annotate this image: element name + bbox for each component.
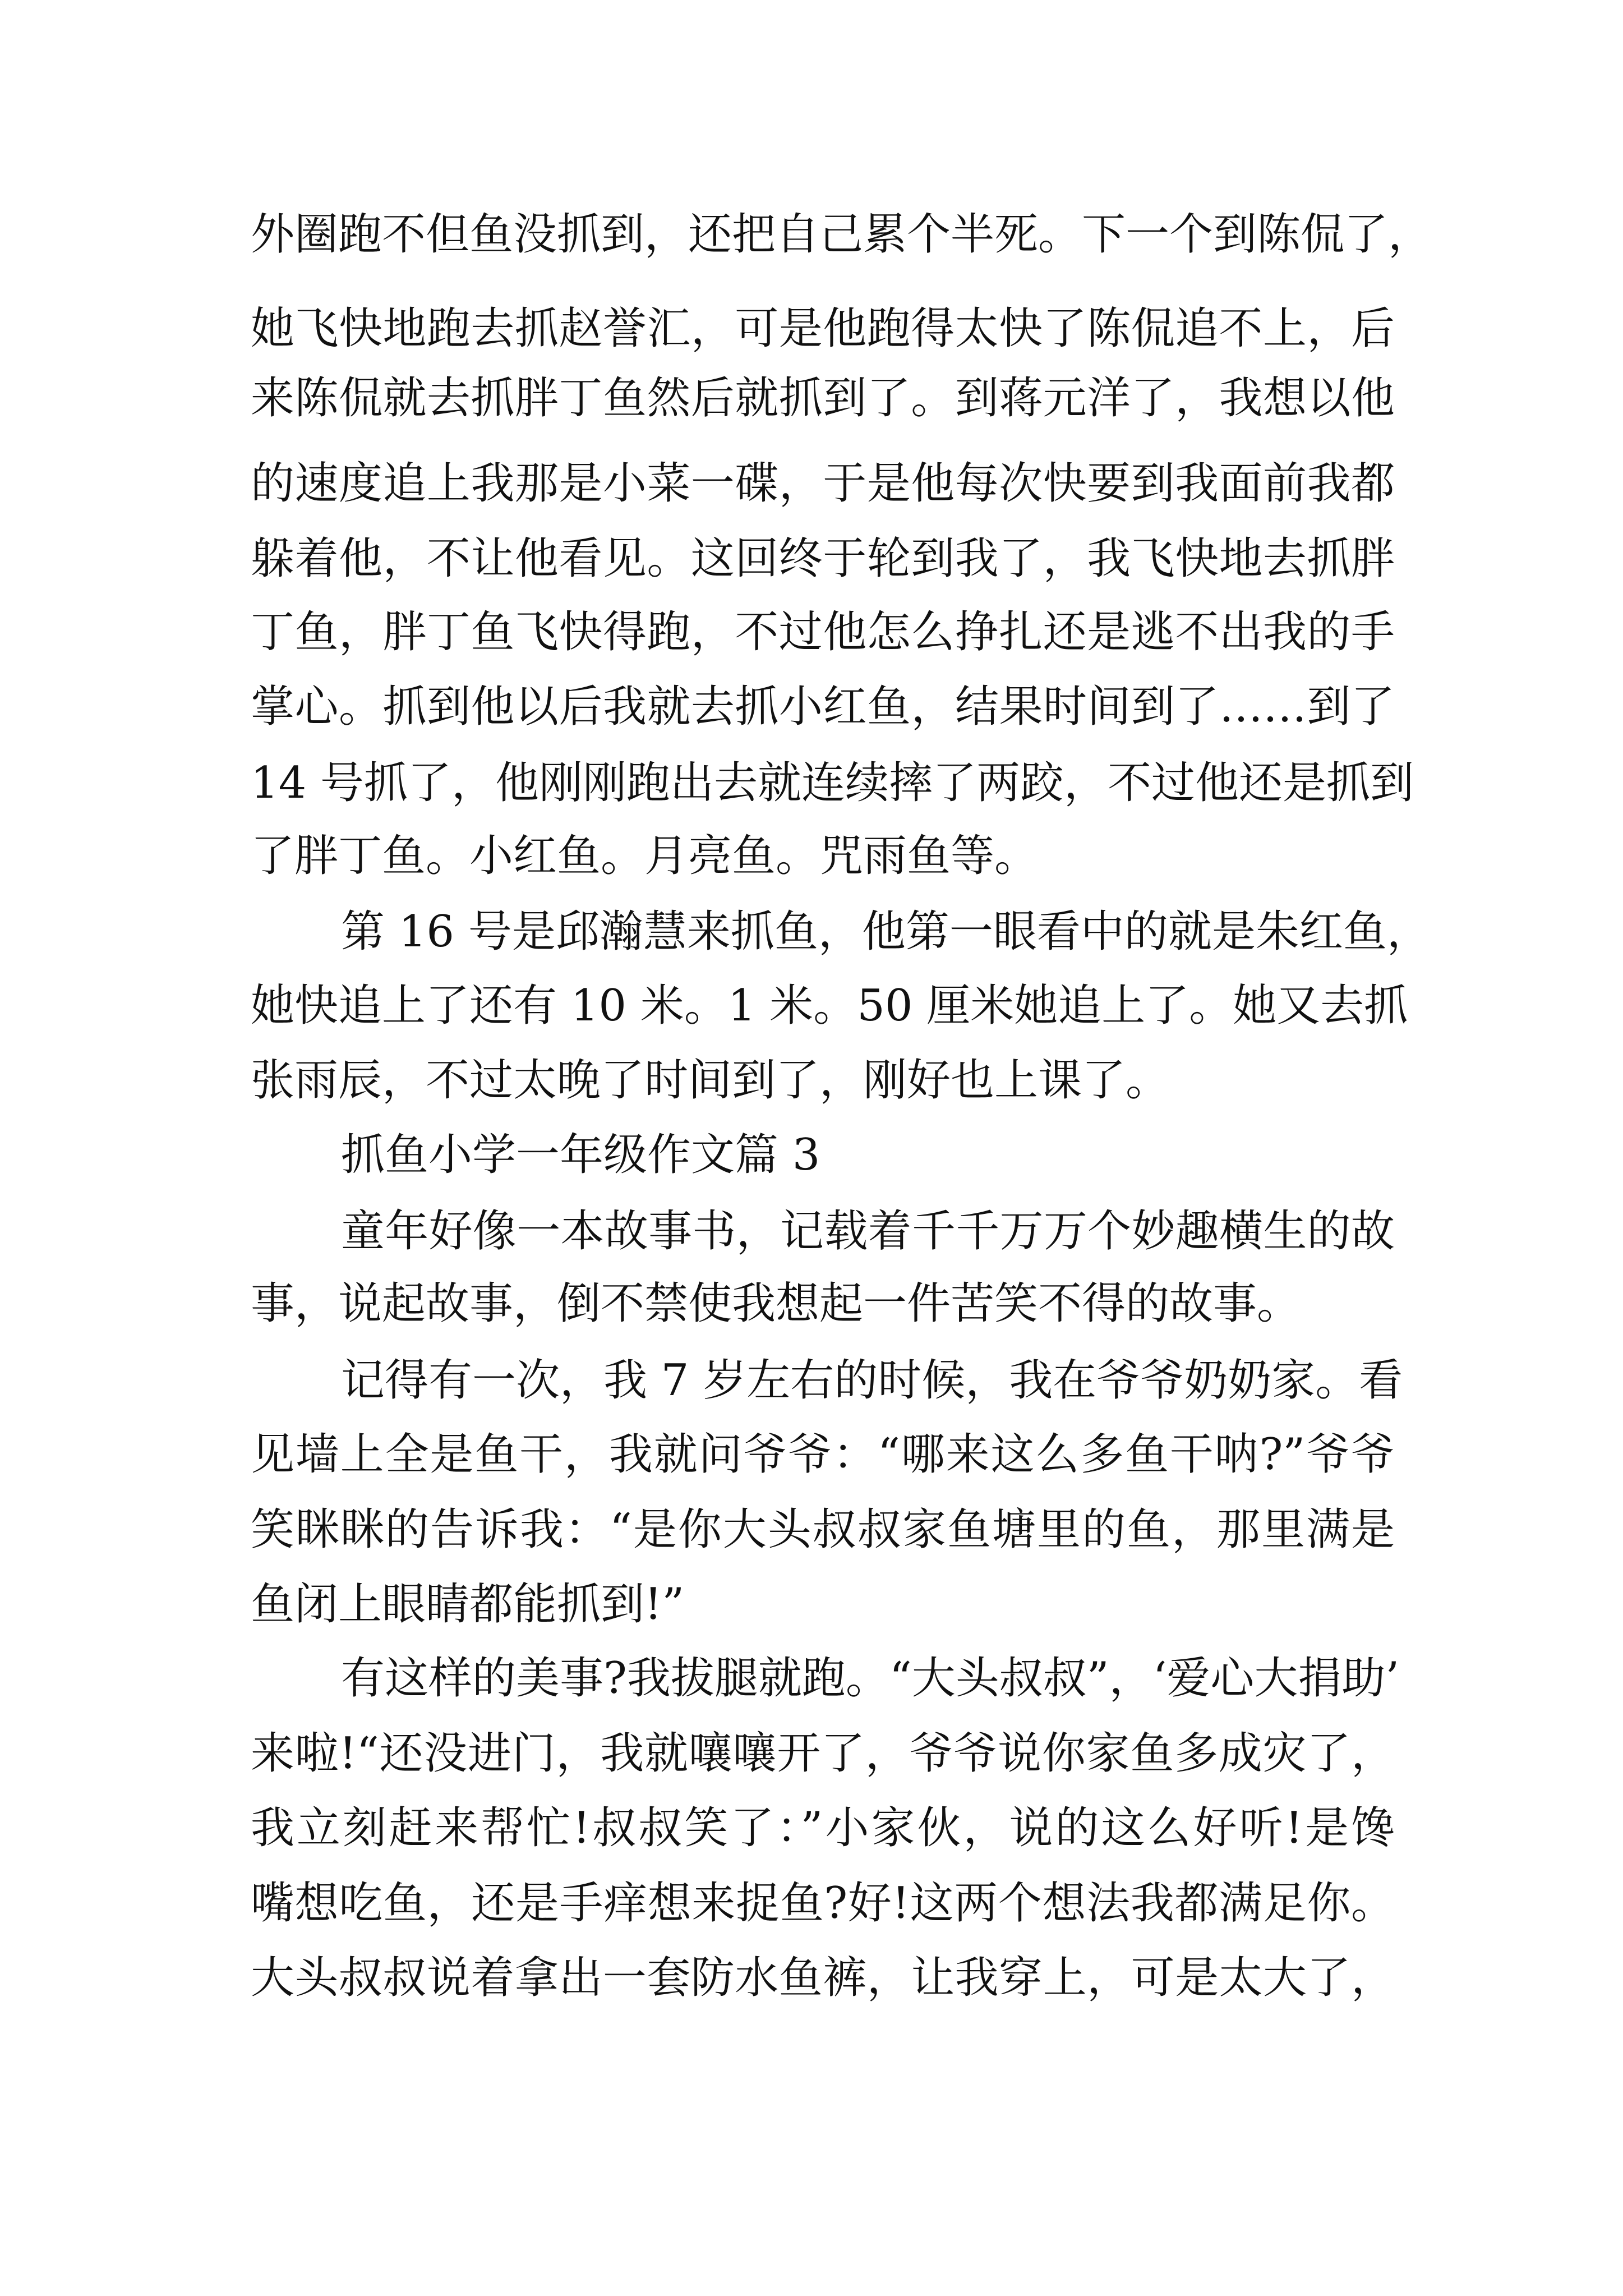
text-line: 的速度追上我那是小菜一碟，于是他每次快要到我面前我都 xyxy=(251,458,1395,509)
text-line: 第 16 号是邱瀚慧来抓鱼，他第一眼看中的就是朱红鱼， xyxy=(341,907,1431,957)
section-heading: 抓鱼小学一年级作文篇 3 xyxy=(341,1130,820,1180)
text-line: 来陈侃就去抓胖丁鱼然后就抓到了。到蒋元洋了，我想以他 xyxy=(251,373,1395,424)
text-line: 外圈跑不但鱼没抓到，还把自己累个半死。下一个到陈侃了， xyxy=(251,209,1432,260)
text-line: 大头叔叔说着拿出一套防水鱼裤，让我穿上，可是太大了， xyxy=(251,1953,1395,2003)
text-line: 童年好像一本故事书，记载着千千万万个妙趣横生的故 xyxy=(341,1206,1395,1257)
text-line: 她快追上了还有 10 米。1 米。50 厘米她追上了。她又去抓 xyxy=(251,981,1408,1031)
text-line: 有这样的美事?我拔腿就跑。“大头叔叔”，‘爱心大捐助’ xyxy=(341,1653,1400,1704)
text-line: 笑眯眯的告诉我：“是你大头叔叔家鱼塘里的鱼，那里满是 xyxy=(251,1504,1395,1555)
text-line: 嘴想吃鱼，还是手痒想来捉鱼?好!这两个想法我都满足你。 xyxy=(251,1878,1395,1929)
text-line: 鱼闭上眼睛都能抓到!” xyxy=(251,1579,685,1630)
text-line: 见墙上全是鱼干，我就问爷爷：“哪来这么多鱼干呐?”爷爷 xyxy=(251,1429,1395,1480)
text-line: 来啦!“还没进门，我就嚷嚷开了，爷爷说你家鱼多成灾了， xyxy=(251,1728,1395,1779)
text-line: 张雨辰，不过太晚了时间到了，刚好也上课了。 xyxy=(251,1055,1170,1106)
text-line: 我立刻赶来帮忙!叔叔笑了：”小家伙，说的这么好听!是馋 xyxy=(251,1803,1395,1853)
text-line: 掌心。抓到他以后我就去抓小红鱼，结果时间到了……到了 xyxy=(251,682,1395,732)
text-line: 了胖丁鱼。小红鱼。月亮鱼。咒雨鱼等。 xyxy=(251,831,1039,881)
text-line: 丁鱼，胖丁鱼飞快得跑，不过他怎么挣扎还是逃不出我的手 xyxy=(251,607,1395,657)
text-line: 事，说起故事，倒不禁使我想起一件苦笑不得的故事。 xyxy=(251,1278,1301,1329)
text-line: 记得有一次，我 7 岁左右的时候，我在爷爷奶奶家。看 xyxy=(341,1355,1403,1406)
text-line: 她飞快地跑去抓赵誉汇，可是他跑得太快了陈侃追不上，后 xyxy=(251,303,1395,354)
text-line: 14 号抓了，他刚刚跑出去就连续摔了两跤，不过他还是抓到 xyxy=(251,758,1414,808)
text-line: 躲着他，不让他看见。这回终于轮到我了，我飞快地去抓胖 xyxy=(251,533,1395,584)
